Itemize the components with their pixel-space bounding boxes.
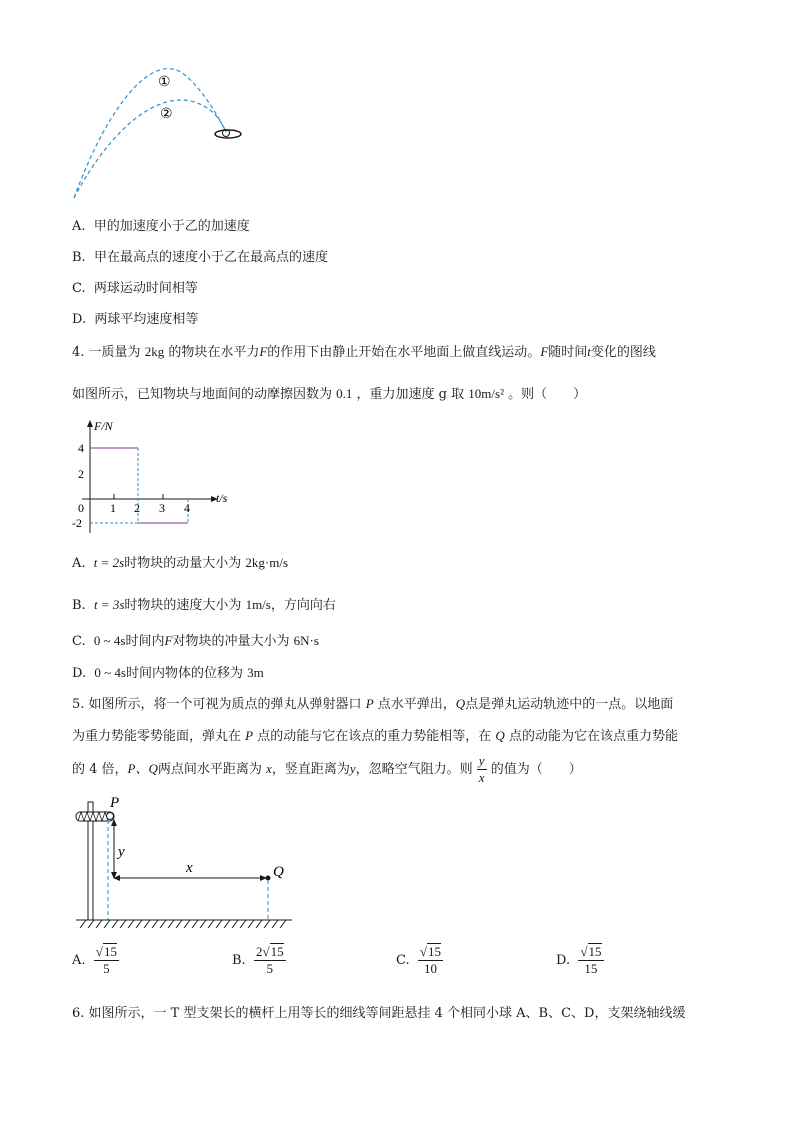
- label-p: P: [110, 795, 120, 811]
- q5-stem-line3: 的 4 倍，P、Q两点间水平距离为 x，竖直距离为y，忽略空气阻力。则 $\frac{y}{x}$ 的值为（ ）: [72, 753, 582, 785]
- point-q: [266, 876, 271, 881]
- tick-x1-label: 1: [110, 501, 116, 515]
- option-text: 甲的加速度小于乙的加速度: [93, 219, 250, 234]
- q3-option-a[interactable]: [72, 215, 250, 234]
- q3-option-c[interactable]: [72, 277, 198, 296]
- tick-x3-label: 3: [159, 501, 165, 515]
- label-y: y: [118, 844, 125, 860]
- option-fraction: $\frac{2√15}{5}$: [255, 944, 284, 976]
- y-axis-label: F/N: [94, 419, 113, 433]
- label-q: Q: [273, 864, 284, 880]
- q3-option-b[interactable]: [72, 246, 328, 265]
- option-letter: A.: [72, 219, 86, 234]
- y-over-x-fraction: $\frac{y}{x}$: [478, 753, 485, 785]
- q3-option-d[interactable]: [72, 308, 198, 327]
- trajectory-2: [74, 100, 226, 198]
- q4-stem-line1: 4. 一质量为 2kg 的物块在水平力F的作用下由静止开始在水平地面上做直线运动。F随时间t变化的图线: [72, 344, 656, 360]
- option-text: 两球运动时间相等: [93, 281, 198, 296]
- tick-neg2: -2: [72, 516, 82, 530]
- q4-stem-line2: 如图所示，已知物块与地面间的动摩擦因数为 0.1 ，重力加速度 g 取 10m/s² 。则（ ）: [72, 386, 587, 402]
- x-axis-label: t/s: [216, 491, 228, 505]
- trajectory-figure: [60, 60, 260, 205]
- q6-stem-line1: 6. 如图所示，一 T 型支架长的横杆上用等长的细线等间距悬挂 4 个相同小球 A、B、C、D，支架绕轴线缓: [72, 1006, 686, 1021]
- option-text: 甲在最高点的速度小于乙在最高点的速度: [93, 250, 328, 265]
- q4-option-a[interactable]: A. t = 2s时物块的动量大小为 2kg·m/s: [72, 555, 289, 571]
- trajectory-label-2: ②: [160, 107, 173, 122]
- q5-option-d[interactable]: D. $\frac{√15}{15}$: [556, 944, 602, 976]
- q5-option-b[interactable]: B. $\frac{2√15}{5}$: [232, 944, 284, 976]
- option-fraction: $\frac{√15}{5}$: [95, 944, 117, 976]
- option-text: 两球平均速度相等: [94, 312, 199, 327]
- option-letter: C.: [72, 281, 86, 296]
- q5-option-a[interactable]: A. $\frac{√15}{5}$: [72, 944, 117, 976]
- q4-option-d[interactable]: D. 0 ~ 4s时间内物体的位移为 3m: [72, 665, 264, 681]
- q5-stem-line2: 为重力势能零势能面，弹丸在 P 点的动能与它在该点的重力势能相等，在 Q 点的动能为它在该点重力势能: [72, 728, 678, 744]
- trajectory-1: [74, 69, 226, 198]
- tick-0: 0: [78, 501, 84, 515]
- q4-option-c[interactable]: C. 0 ~ 4s时间内F对物块的冲量大小为 6N·s: [72, 633, 319, 649]
- ball-at-p: [107, 813, 114, 820]
- g-value: 10m/s²: [468, 386, 504, 401]
- tick-x2-label: 2: [134, 501, 140, 515]
- q5-option-c[interactable]: C. $\frac{√15}{10}$: [396, 944, 442, 976]
- mu-value: 0.1: [336, 386, 353, 401]
- launcher-figure: [68, 792, 298, 932]
- q4-option-b[interactable]: B. t = 3s时物块的速度大小为 1m/s，方向向右: [72, 597, 336, 613]
- mass-value: 2kg: [144, 344, 165, 359]
- option-fraction: $\frac{√15}{15}$: [580, 944, 602, 976]
- y-axis-arrow: [87, 420, 93, 427]
- option-letter: B.: [72, 250, 86, 265]
- q5-stem-line1: 5. 如图所示，将一个可视为质点的弹丸从弹射器口 P 点水平弹出，Q点是弹丸运动轨迹中的一点。以地面: [72, 696, 674, 712]
- ground-hatching: [80, 920, 286, 928]
- tick-4: 4: [78, 441, 84, 455]
- option-fraction: $\frac{√15}{10}$: [419, 944, 442, 976]
- label-x: x: [186, 860, 193, 876]
- force-time-graph: [66, 418, 246, 536]
- basket-hoop: [215, 130, 241, 138]
- option-letter: D.: [72, 312, 87, 327]
- tick-x4-label: 4: [184, 501, 190, 515]
- tick-2: 2: [78, 467, 84, 481]
- trajectory-label-1: ①: [158, 75, 171, 90]
